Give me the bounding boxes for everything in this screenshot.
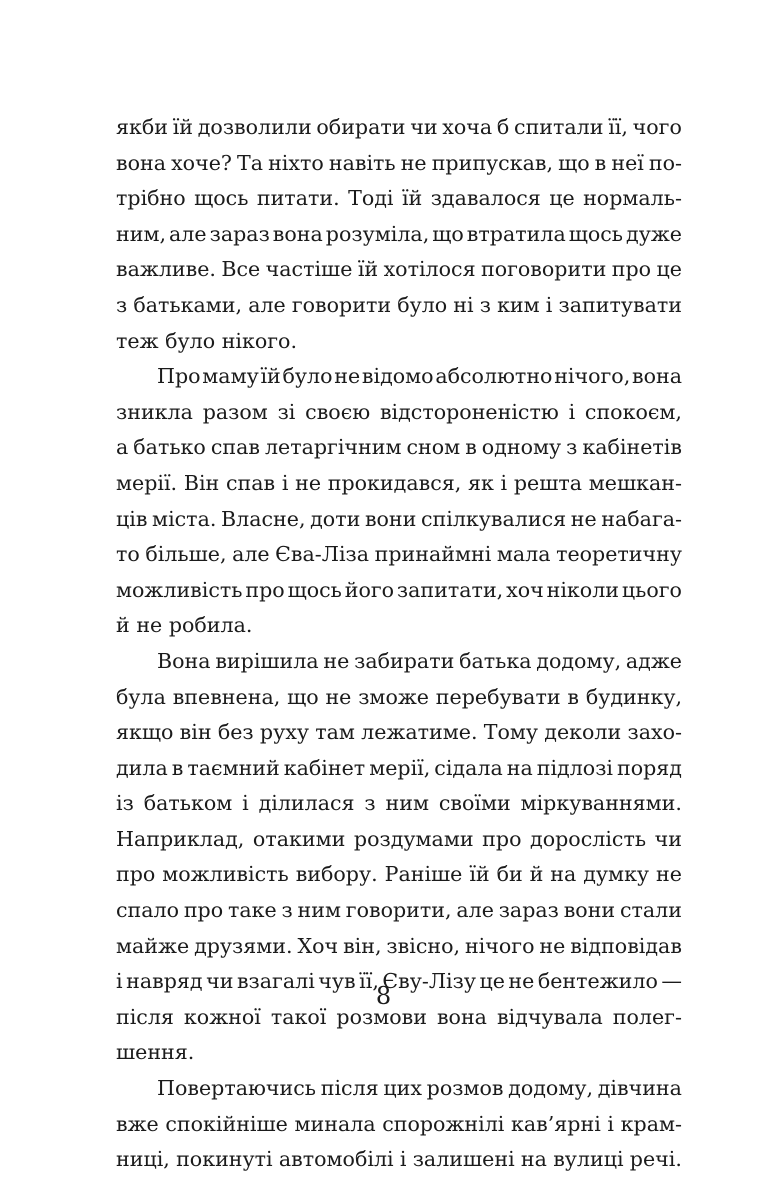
text-line: ним, але зараз вона розуміла, що втратила щось дуже bbox=[116, 221, 682, 246]
text-line: і навряд чи взагалі чув її, Єву-Лізу це не бентежило — bbox=[116, 969, 682, 994]
text-line: з батьками, але говорити було ні з ким і запитувати bbox=[116, 292, 682, 317]
text-line: а батько спав летаргічним сном в одному з кабінетів bbox=[116, 435, 682, 460]
text-line: можливість про щось його запитати, хоч ніколи цього bbox=[116, 577, 682, 602]
text-line: ців міста. Власне, доти вони спілкувалися не набага- bbox=[116, 506, 682, 531]
text-line: Про маму їй було не відомо абсолютно нічого, вона bbox=[157, 364, 682, 389]
text-line: після кожної такої розмови вона відчувала полег- bbox=[116, 1004, 682, 1029]
text-line: зникла разом зі своєю відстороненістю і спокоєм, bbox=[116, 399, 682, 424]
text-line: вона хоче? Та ніхто навіть не припускав, що в неї по- bbox=[116, 150, 682, 175]
text-line: дила в таємний кабінет мерії, сідала на підлозі поряд bbox=[116, 755, 682, 780]
text-line: важливе. Все частіше їй хотілося поговорити про це bbox=[116, 257, 682, 282]
text-line: майже друзями. Хоч він, звісно, нічого не відповідав bbox=[116, 933, 682, 958]
text-line: була впевнена, що не зможе перебувати в будинку, bbox=[116, 684, 682, 709]
text-line: то більше, але Єва-Ліза принаймні мала теоретичну bbox=[116, 542, 682, 567]
text-line: вже спокійніше минала спорожнілі кав’ярні і крам- bbox=[116, 1111, 682, 1136]
text-line: трібно щось питати. Тоді їй здавалося це нормаль- bbox=[116, 186, 682, 211]
text-line: ниці, покинуті автомобілі і залишені на вулиці речі. bbox=[116, 1147, 682, 1172]
text-line: спало про таке з ним говорити, але зараз вони стали bbox=[116, 898, 682, 923]
text-line: теж було нікого. bbox=[116, 328, 298, 353]
text-line: якби їй дозволили обирати чи хоча б спитали її, чого bbox=[116, 115, 682, 139]
text-line: мерії. Він спав і не прокидався, як і решта мешкан- bbox=[116, 470, 682, 495]
text-line: про можливість вибору. Раніше їй би й на думку не bbox=[116, 862, 682, 887]
text-line: Вона вирішила не забирати батька додому, адже bbox=[157, 648, 682, 673]
page-number: 8 bbox=[375, 982, 392, 1010]
body-text bbox=[116, 110, 682, 1178]
text-line: Наприклад, отакими роздумами про дорослість чи bbox=[116, 826, 682, 851]
text-line: із батьком і ділилася з ним своїми міркуваннями. bbox=[116, 791, 682, 816]
text-line: якщо він без руху там лежатиме. Тому деколи захо- bbox=[116, 720, 682, 745]
text-line: Повертаючись після цих розмов додому, дівчина bbox=[157, 1076, 682, 1101]
text-line: шення. bbox=[116, 1040, 195, 1065]
text-line: й не робила. bbox=[116, 613, 253, 638]
